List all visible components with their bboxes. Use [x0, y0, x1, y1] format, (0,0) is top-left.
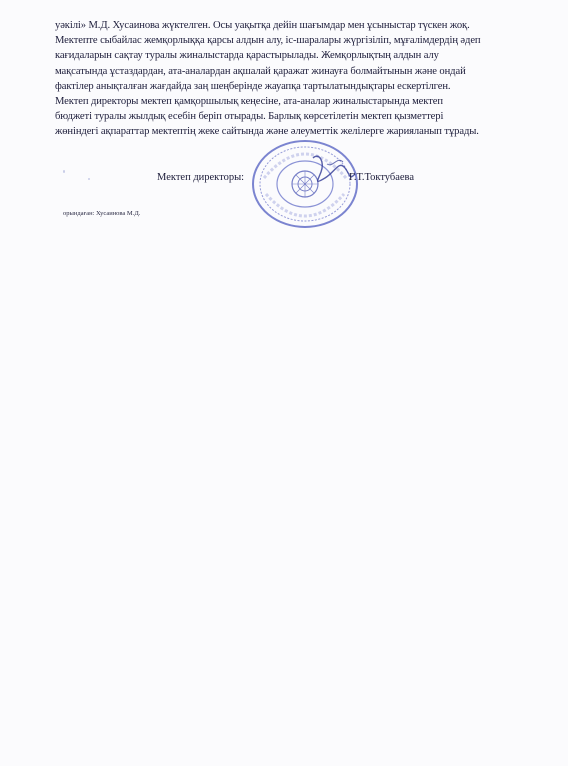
body-line: кағидаларын сақтау туралы жиналыстарда қарастырылады. Жемқорлықтың алдын алу	[55, 50, 439, 62]
body-line: жөніндегі ақпараттар мектептің жеке сайтында және әлеуметтік желілерге жарияланып тұрады.	[55, 126, 479, 138]
scan-speck	[88, 178, 90, 180]
body-line: Мектеп директоры мектеп қамқоршылық кеңесіне, ата-аналар жиналыстарында мектеп	[55, 96, 443, 108]
signature-label: Мектеп директоры:	[157, 172, 245, 183]
body-line: мақсатында ұстаздардан, ата-аналардан ақшалай қаражат жинауға болмайтынын және ондай	[55, 65, 466, 77]
scan-speck	[63, 170, 65, 173]
body-line: бюджеті туралы жылдық есебін беріп отырады. Барлық көрсетілетін мектеп қызметтері	[55, 111, 444, 123]
handwritten-signature	[305, 150, 365, 190]
body-line: Мектепте сыбайлас жемқорлыққа қарсы алдын алу, іс-шаралары жүргізіліп, мұғалімдердің әдеп	[55, 35, 481, 47]
executor-note: орындаған: Хусаинова М.Д.	[63, 210, 141, 217]
body-line: фактілер анықталған жағдайда заң шеңберінде жауапқа тартылатындықтары ескертілген.	[55, 80, 451, 92]
body-line: уәкілі» М.Д. Хусаинова жүктелген. Осы уақытқа дейін шағымдар мен ұсыныстар түскен жоқ.	[55, 20, 470, 31]
body-text	[55, 18, 549, 140]
signatory-name: Г.Т.Токтубаева	[349, 172, 415, 183]
